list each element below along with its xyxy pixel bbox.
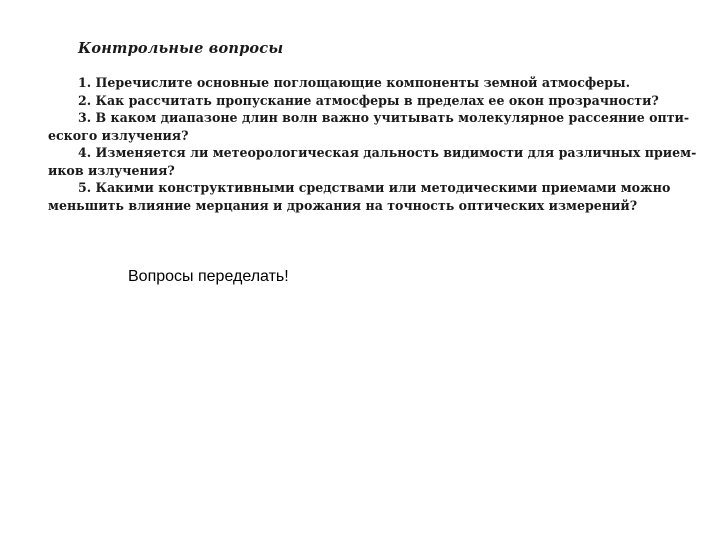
question-5-line-1: 5. Какими конструктивными средствами или методическими приемами можно (78, 180, 671, 195)
question-3 (48, 109, 688, 144)
question-2 (48, 92, 688, 110)
scanned-questions-block (48, 40, 697, 214)
question-4-line-1: 4. Изменяется ли метеорологическая дальность видимости для различных прием- (78, 145, 697, 160)
question-4 (48, 144, 697, 179)
question-1-line-1: 1. Перечислите основные поглощающие компоненты земной атмосферы. (78, 75, 631, 90)
question-5 (48, 179, 688, 214)
question-5-line-2: меньшить влияние мерцания и дрожания на точность оптических измерений? (48, 197, 638, 213)
question-1 (48, 74, 688, 92)
questions-heading: Контрольные вопросы (78, 40, 284, 57)
question-4-line-2: иков излучения? (48, 162, 175, 178)
redo-questions-note: Вопросы переделать! (128, 268, 289, 285)
question-2-line-1: 2. Как рассчитать пропускание атмосферы в пределах ее окон прозрачности? (78, 92, 659, 108)
question-3-line-1: 3. В каком диапазоне длин волн важно учитывать молекулярное рассеяние опти- (78, 110, 690, 125)
question-3-line-2: еского излучения? (48, 127, 189, 143)
